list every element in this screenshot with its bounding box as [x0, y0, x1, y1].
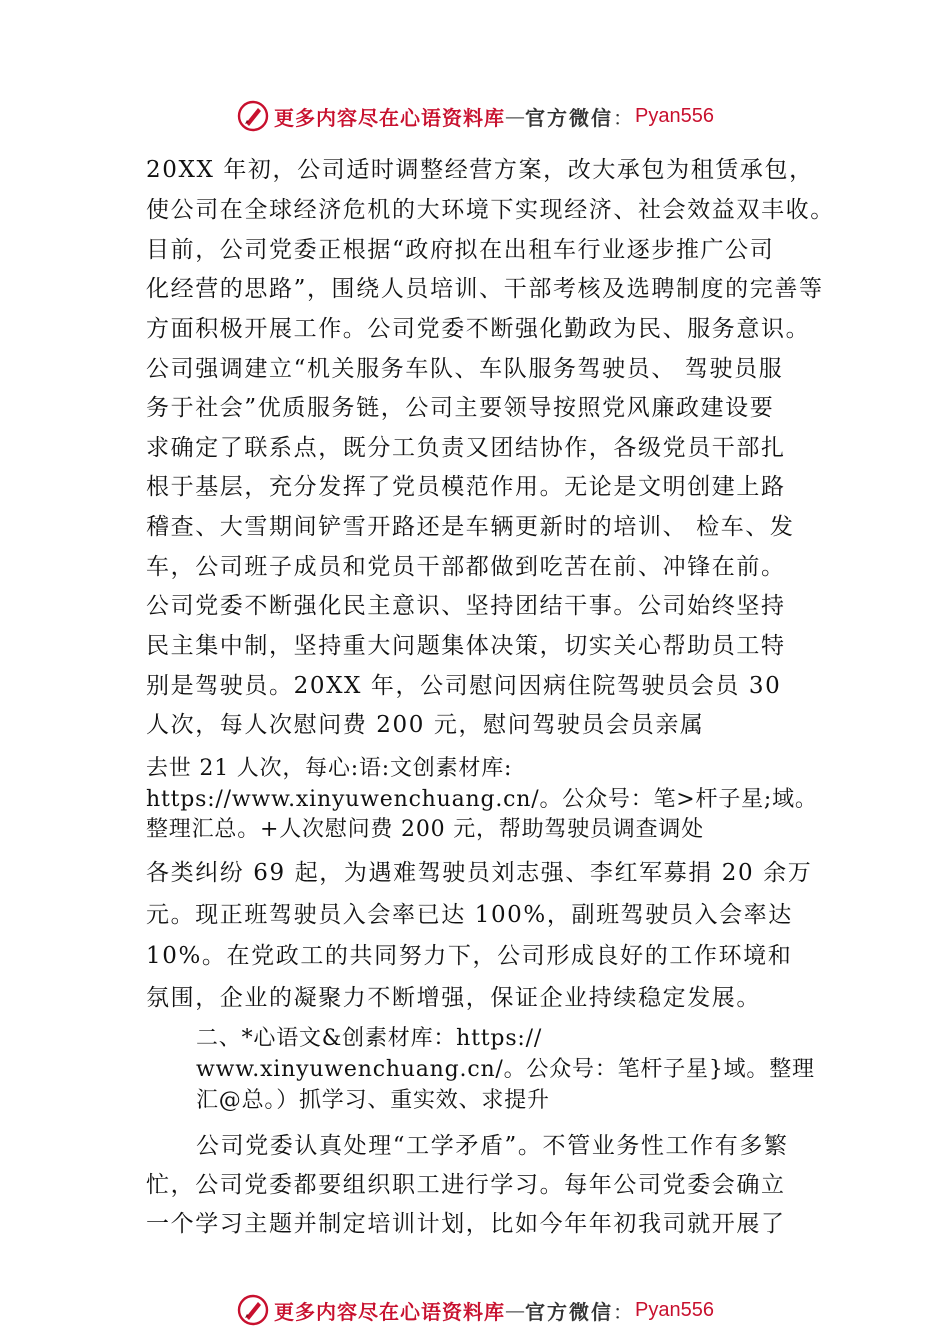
- body-line: 稽查、大雪期间铲雪开路还是车辆更新时的培训、 检车、发: [146, 514, 795, 540]
- body-line: 别是驾驶员。20XX 年，公司慰问因病住院驾驶员会员 30: [146, 673, 782, 699]
- header-separator: —: [505, 104, 526, 128]
- footer-watermark: [0, 1290, 950, 1330]
- body-line: 根于基层，充分发挥了党员模范作用。无论是文明创建上路: [146, 474, 786, 500]
- body-line: https://www.xinyuwenchuang.cn/。公众号：笔>杆子星;域。: [146, 787, 818, 812]
- footer-wechat-label: 官方微信: [525, 1299, 614, 1324]
- body-line: 公司强调建立“机关服务车队、车队服务驾驶员、 驾驶员服: [146, 356, 784, 382]
- body-line: 20XX 年初，公司适时调整经营方案，改大承包为租赁承包，: [146, 157, 814, 183]
- body-line: 使公司在全球经济危机的大环境下实现经济、社会效益双丰收。: [146, 197, 835, 223]
- body-line: 车，公司班子成员和党员干部都做到吃苦在前、冲锋在前。: [146, 554, 786, 580]
- section-heading-line: www.xinyuwenchuang.cn/。公众号：笔杆子星}域。整理: [196, 1057, 815, 1082]
- body-line: 忙，公司党委都要组织职工进行学习。每年公司党委会确立: [146, 1172, 786, 1198]
- body-line: 目前，公司党委正根据“政府拟在出租车行业逐步推广公司: [146, 237, 775, 263]
- body-line: 公司党委不断强化民主意识、坚持团结干事。公司始终坚持: [146, 593, 786, 619]
- body-line: 各类纠纷 69 起，为遇难驾驶员刘志强、李红军募捐 20 余万: [146, 860, 813, 886]
- body-line: 10%。在党政工的共同努力下，公司形成良好的工作环境和: [146, 943, 793, 969]
- header-colon: ：: [613, 105, 634, 130]
- body-line: 公司党委认真处理“工学矛盾”。不管业务性工作有多繁: [196, 1133, 789, 1159]
- section-heading-line: 二、*心语文&创素材库：https://: [196, 1026, 543, 1051]
- body-line: 人次，每人次慰问费 200 元，慰问驾驶员会员亲属: [146, 712, 705, 738]
- footer-brand: 更多内容尽在心语资料库: [274, 1299, 506, 1324]
- body-line: 元。现正班驾驶员入会率已达 100%，副班驾驶员入会率达: [146, 902, 793, 928]
- body-line: 化经营的思路”，围绕人员培训、干部考核及选聘制度的完善等: [146, 276, 824, 302]
- body-line: 去世 21 人次，每心:语:文创素材库:: [146, 756, 513, 781]
- footer-separator: —: [505, 1298, 526, 1322]
- footer-wechat-id: Pyan556: [635, 1298, 714, 1321]
- header-brand: 更多内容尽在心语资料库: [274, 105, 506, 130]
- header-wechat-label: 官方微信: [525, 105, 614, 130]
- footer-colon: ：: [613, 1299, 634, 1324]
- body-line: 一个学习主题并制定培训计划，比如今年年初我司就开展了: [146, 1211, 786, 1237]
- body-line: 氛围，企业的凝聚力不断增强，保证企业持续稳定发展。: [146, 985, 761, 1011]
- body-line: 民主集中制，坚持重大问题集体决策，切实关心帮助员工特: [146, 633, 786, 659]
- section-heading-line: 汇@总。）抓学习、重实效、求提升: [196, 1088, 550, 1113]
- body-line: 务于社会”优质服务链，公司主要领导按照党风廉政建设要: [146, 395, 775, 421]
- body-line: 方面积极开展工作。公司党委不断强化勤政为民、服务意识。: [146, 316, 811, 342]
- body-line: 整理汇总。+人次慰问费 200 元，帮助驾驶员调查调处: [146, 817, 705, 842]
- pen-nib-logo-icon: [236, 1293, 270, 1327]
- body-line: 求确定了联系点，既分工负责又团结协作，各级党员干部扎: [146, 435, 786, 461]
- header-wechat-id: Pyan556: [635, 104, 714, 127]
